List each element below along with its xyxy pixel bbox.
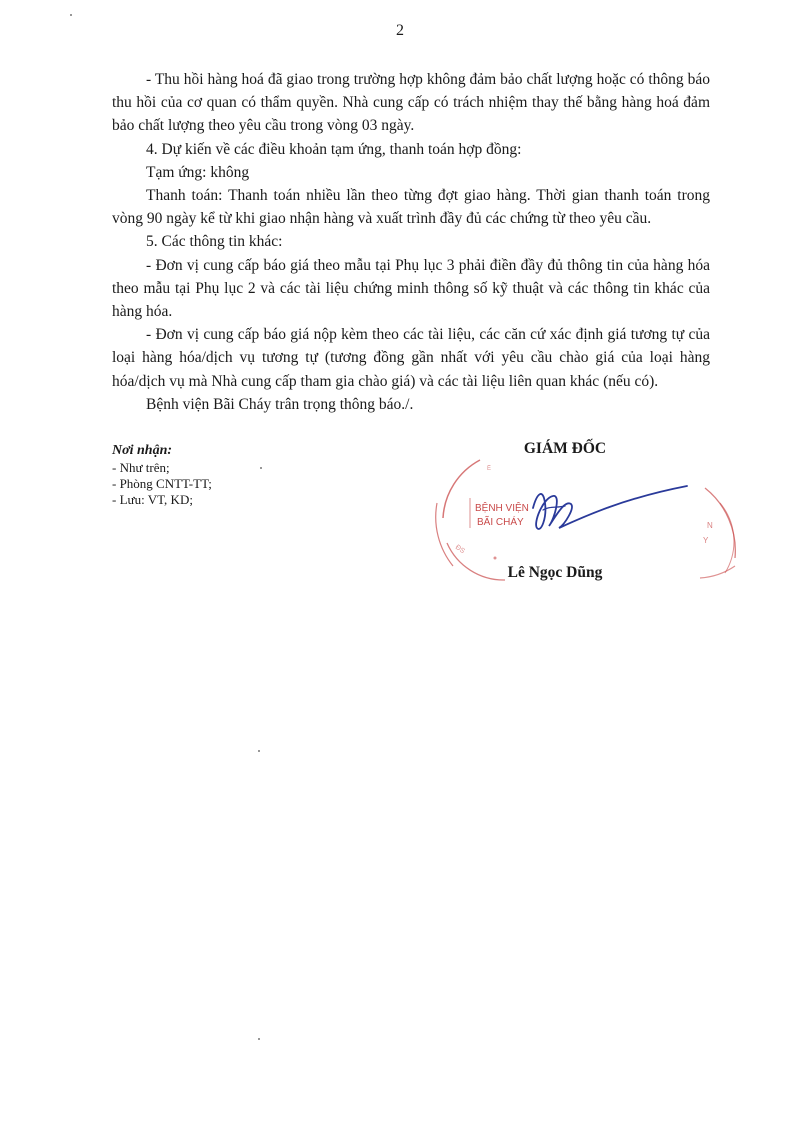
signer-position: GIÁM ĐỐC [523, 440, 607, 457]
recipient-item: - Lưu: VT, KD; [112, 492, 193, 507]
signer-name: Lê Ngọc Dũng [507, 564, 603, 581]
svg-text:ĐS: ĐS [453, 543, 466, 556]
paragraph-quote-form: - Đơn vị cung cấp báo giá theo mẫu tại Phụ lục 3 phải điền đầy đủ thông tin của hàng hóa theo mẫu tại Phụ lục 2 và các tài liệu chứng minh thông số kỹ thuật và các thông tin khác của hàng hóa. [112, 256, 710, 321]
paragraph-advance-payment: Tạm ứng: không [146, 163, 250, 181]
scan-speck [258, 1038, 260, 1040]
svg-text:Ế: Ế [487, 466, 492, 472]
paragraph-recall-goods: - Thu hồi hàng hoá đã giao trong trường hợp không đảm bảo chất lượng hoặc có thông báo thu hồi của cơ quan có thẩm quyền. Nhà cung cấp có trách nhiệm thay thế bằng hàng hoá đảm bảo chất lượng theo yêu cầu trong vòng 03 ngày. [112, 71, 710, 135]
recipients-title: Nơi nhận: [112, 443, 173, 458]
paragraph-section-5-heading: 5. Các thông tin khác: [146, 233, 283, 251]
recipients-block [112, 443, 372, 508]
paragraph-quote-documents: - Đơn vị cung cấp báo giá nộp kèm theo các tài liệu, các căn cứ xác định giá tương tự của loại hàng hóa/dịch vụ tương tự (tương đồng gần nhất với yêu cầu chào giá của loại hàng hóa/dịch vụ mà Nhà cung cấp tham gia chào giá) và các tài liệu liên quan khác (nếu có). [112, 326, 710, 390]
official-stamp [425, 448, 755, 608]
stamp-text-line2: BÃI CHÁY [477, 517, 524, 528]
scan-speck [260, 467, 262, 469]
document-body [112, 68, 710, 416]
scan-speck [70, 14, 72, 16]
svg-text:N: N [707, 521, 713, 530]
recipient-item: - Như trên; [112, 460, 170, 475]
page-number: 2 [396, 22, 404, 39]
scan-speck [258, 750, 260, 752]
stamp-text-line1: BỆNH VIỆN [475, 503, 529, 514]
paragraph-closing: Bệnh viện Bãi Cháy trân trọng thông báo./. [146, 395, 414, 413]
recipient-item: - Phòng CNTT-TT; [112, 476, 212, 491]
svg-text:Y: Y [703, 536, 709, 545]
paragraph-payment-terms: Thanh toán: Thanh toán nhiều lần theo từng đợt giao hàng. Thời gian thanh toán trong vòng 90 ngày kể từ khi giao nhận hàng và xuất trình đầy đủ các chứng từ theo yêu cầu. [112, 187, 710, 228]
paragraph-section-4-heading: 4. Dự kiến về các điều khoản tạm ứng, thanh toán hợp đồng: [146, 140, 522, 158]
